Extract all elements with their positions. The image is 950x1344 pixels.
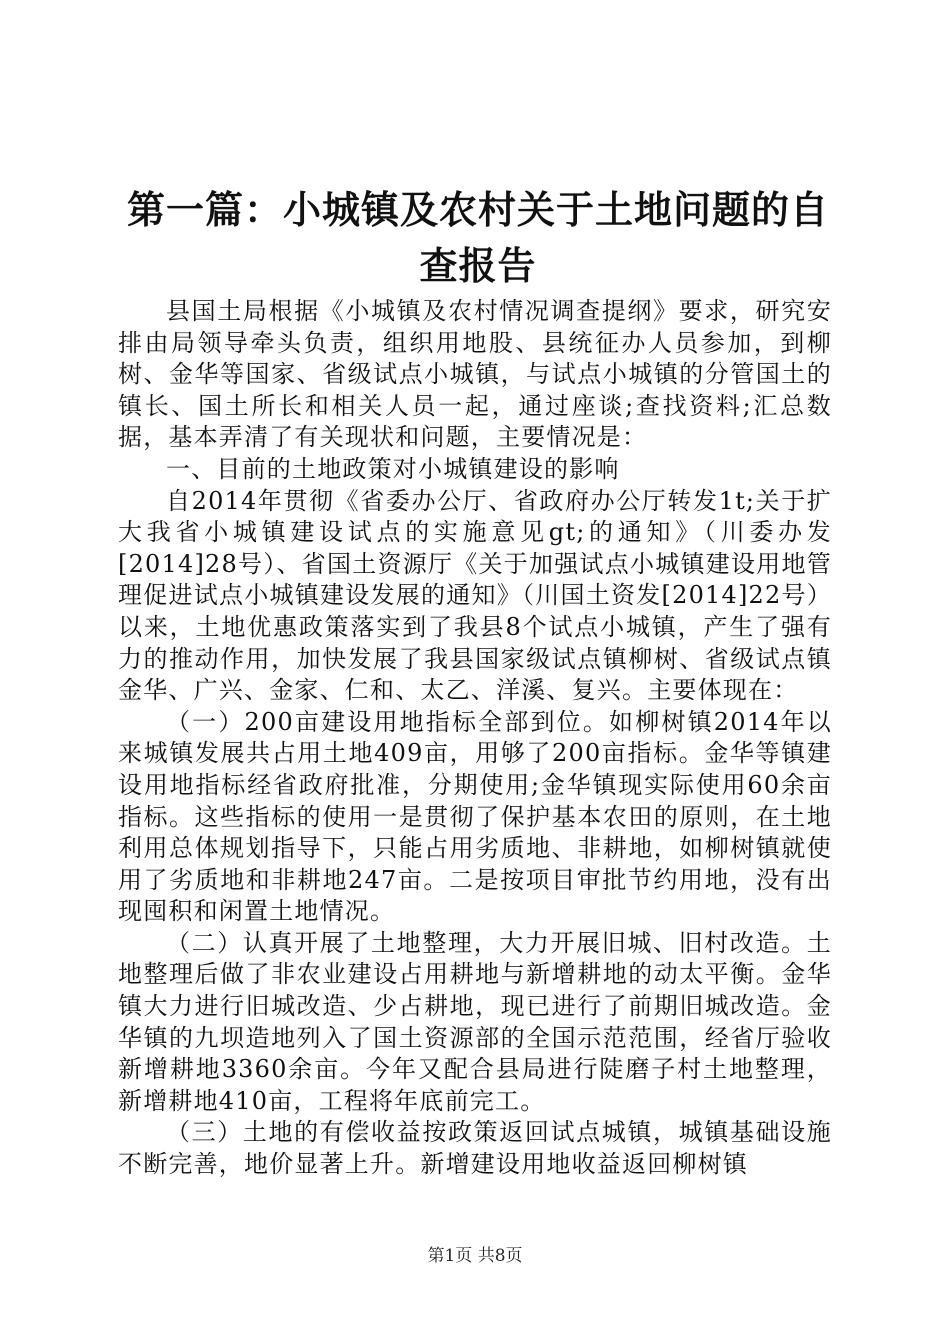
paragraph-item-1: （一）200亩建设用地指标全部到位。如柳树镇2014年以来城镇发展共占用土地409亩，用够了200亩指标。金华等镇建设用地指标经省政府批准，分期使用;金华镇现实际使用60余亩指标。这些指标的使用一是贯彻了保护基本农田的原则，在土地利用总体规划指导下，只能占用劣质地、非耕地，如柳树镇就使用了劣质地和非耕地247亩。二是按项目审批节约用地，没有出现囤积和闲置土地情况。 (118, 707, 832, 926)
document-title: 第一篇：小城镇及农村关于土地问题的自查报告 (126, 187, 829, 288)
paragraph-policy: 自2014年贯彻《省委办公厅、省政府办公厅转发1t;关于扩大我省小城镇建设试点的实施意见gt;的通知》（川委办发[2014]28号）、省国土资源厅《关于加强试点小城镇建设用地管理促进试点小城镇建设发展的通知》（川国土资发[2014]22号）以来，土地优惠政策落实到了我县8个试点小城镇，产生了强有力的推动作用，加快发展了我县国家级试点镇柳树、省级试点镇金华、广兴、金家、仁和、太乙、洋溪、复兴。主要体现在： (118, 486, 832, 705)
paragraph-item-3: （三）土地的有偿收益按政策返回试点城镇，城镇基础设施不断完善，地价显著上升。新增建设用地收益返回柳树镇 (118, 1118, 832, 1179)
paragraph-intro: 县国土局根据《小城镇及农村情况调查提纲》要求，研究安排由局领导牵头负责，组织用地股、县统征办人员参加，到柳树、金华等国家、省级试点小城镇，与试点小城镇的分管国土的镇长、国土所长和相关人员一起，通过座谈;查找资料;汇总数据，基本弄清了有关现状和问题，主要情况是： (118, 297, 832, 452)
document-body (118, 296, 832, 1181)
paragraph-item-2: （二）认真开展了土地整理，大力开展旧城、旧村改造。土地整理后做了非农业建设占用耕地与新增耕地的动太平衡。金华镇大力进行旧城改造、少占耕地，现已进行了前期旧城改造。金华镇的九坝造地列入了国土资源部的全国示范范围，经省厅验收新增耕地3360余亩。今年又配合县局进行陡磨子村土地整理，新增耕地410亩，工程将年底前完工。 (118, 928, 832, 1115)
section-heading: 一、目前的土地政策对小城镇建设的影响 (166, 454, 620, 483)
page-number-footer: 第1页 共8页 (427, 1246, 523, 1266)
